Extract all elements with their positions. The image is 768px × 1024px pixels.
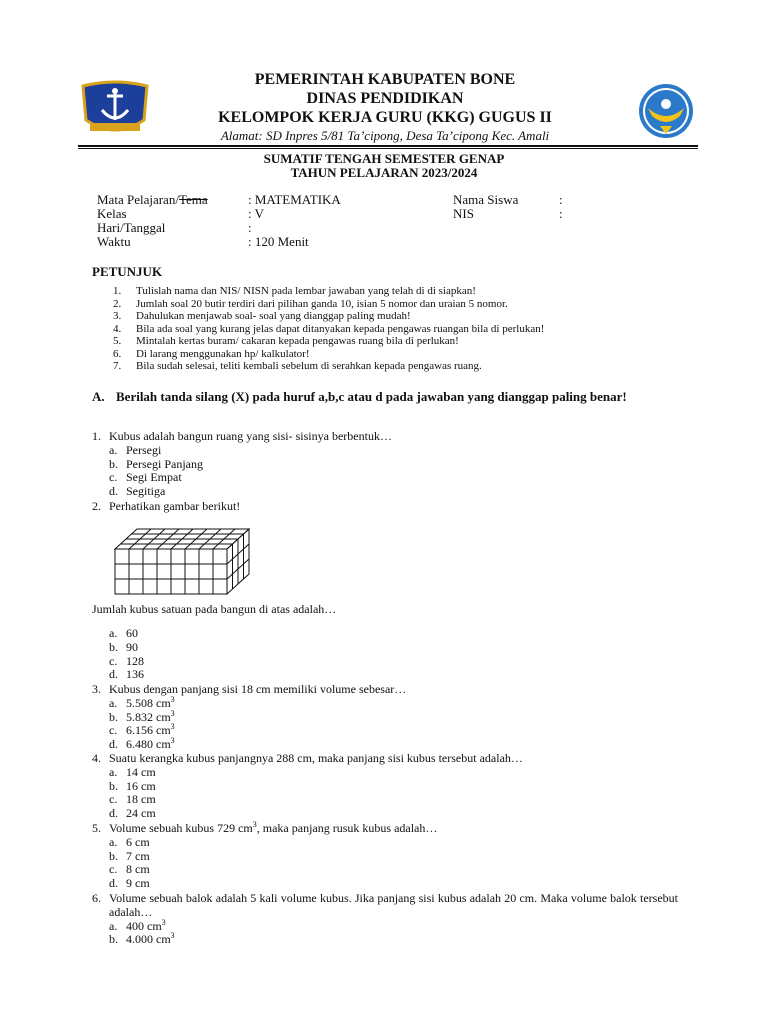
question-3	[92, 683, 678, 752]
nis-label: NIS	[453, 206, 474, 221]
exam-title-line-2: TAHUN PELAJARAN 2023/2024	[290, 165, 478, 180]
list-item: 6. Di larang menggunakan hp/ kalkulator!	[113, 347, 310, 360]
list-item: 5. Mintalah kertas buram/ cakaran kepada pengawas ruang bila di perlukan!	[113, 335, 459, 347]
petunjuk-list	[113, 285, 544, 373]
header-line-2: DINAS PENDIDIKAN	[306, 90, 464, 107]
mapel-label: Mata Pelajaran/	[97, 192, 179, 207]
option-c: c. 18 cm	[109, 792, 156, 807]
option-a: a. 6 cm	[109, 834, 150, 849]
section-a-text: Berilah tanda silang (X) pada huruf a,b,c atau d pada jawaban yang dianggap paling benar!	[116, 389, 627, 404]
option-b: b. 90	[109, 639, 138, 654]
waktu-label: Waktu	[97, 234, 131, 249]
waktu-value: : 120 Menit	[248, 234, 309, 249]
hari-label: Hari/Tanggal	[97, 220, 166, 235]
option-c: c. 6.156 $cm^3$	[109, 722, 175, 738]
header-address: Alamat: SD Inpres 5/81 Ta’cipong, Desa Ta’cipong Kec. Amali	[220, 128, 550, 143]
unit-cubes-figure	[113, 527, 253, 597]
kabupaten-bone-logo	[80, 80, 150, 138]
option-b: b. 4.000 $cm^3$	[109, 931, 175, 947]
exam-title	[0, 152, 768, 180]
nama-siswa-value: :	[559, 192, 563, 207]
nis-value: :	[559, 206, 563, 221]
option-b: b. Persegi Panjang	[109, 456, 203, 471]
question-text: Suatu kerangka kubus panjangnya 288 cm, maka panjang sisi kubus tersebut adalah…	[109, 751, 523, 765]
question-text: Kubus adalah bangun ruang yang sisi- sisinya berbentuk…	[109, 429, 392, 443]
kelas-label: Kelas	[97, 206, 127, 221]
option-a: a. 14 cm	[109, 764, 156, 779]
question-2-options	[92, 627, 678, 682]
student-values	[559, 193, 579, 221]
question-2-followup: Jumlah kubus satuan pada bangun di atas adalah…	[92, 602, 337, 616]
question-number: 6.	[92, 891, 101, 905]
student-labels	[453, 193, 563, 221]
option-c: c. 128	[109, 653, 144, 668]
question-number: 4.	[92, 751, 101, 765]
nama-siswa-label: Nama Siswa	[453, 192, 519, 207]
option-a: a. 400 $cm^3$	[109, 917, 166, 933]
question-text: Perhatikan gambar berikut!	[109, 499, 241, 513]
section-a-letter: A.	[92, 389, 105, 404]
list-item: 1. Tulislah nama dan NIS/ NISN pada lembar jawaban yang telah di di siapkan!	[113, 285, 476, 297]
list-item: 3. Dahulukan menjawab soal- soal yang dianggap paling mudah!	[113, 310, 411, 322]
question-number: 2.	[92, 499, 101, 513]
header-line-3: KELOMPOK KERJA GURU (KKG) GUGUS II	[218, 109, 552, 126]
letterhead	[150, 70, 620, 144]
question-text: Volume sebuah balok adalah 5 kali volume kubus. Jika panjang sisi kubus adalah 20 cm. Maka volume balok tersebut adalah…	[109, 891, 678, 919]
option-d: d. 136	[109, 667, 144, 682]
option-b: b. 5.832 $cm^3$	[109, 708, 175, 724]
section-a-instruction	[92, 389, 678, 404]
option-b: b. 16 cm	[109, 778, 156, 793]
list-item: 2. Jumlah soal 20 butir terdiri dari pilihan ganda 10, isian 5 nomor dan uraian 5 nomor.	[113, 297, 508, 310]
option-d: d. Segitiga	[109, 484, 166, 499]
option-a: a. 5.508 $cm^3$	[109, 694, 175, 710]
question-number: 5.	[92, 821, 101, 835]
kelas-value: : V	[248, 206, 265, 221]
option-d: d. 6.480 $cm^3$	[109, 736, 175, 752]
question-text: Volume sebuah kubus 729 $cm^3$, maka panjang rusuk kubus adalah…	[109, 820, 438, 835]
header-divider-thin	[78, 148, 698, 149]
question-1	[92, 430, 678, 499]
tut-wuri-handayani-logo	[634, 82, 698, 140]
option-c: c. 8 cm	[109, 862, 150, 877]
exam-title-line-1: SUMATIF TENGAH SEMESTER GENAP	[263, 151, 505, 166]
option-a: a. 60	[109, 626, 138, 640]
question-text: Kubus dengan panjang sisi 18 cm memiliki volume sebesar…	[109, 682, 407, 696]
header-divider	[78, 145, 698, 147]
petunjuk-heading: PETUNJUK	[92, 264, 163, 279]
mapel-value: : MATEMATIKA	[248, 192, 341, 207]
question-number: 1.	[92, 429, 101, 443]
question-5	[92, 822, 678, 891]
tema-label-struck: Tema	[178, 192, 208, 207]
option-b: b. 7 cm	[109, 848, 150, 863]
list-item: 7. Bila sudah selesai, teliti kembali sebelum di serahkan kepada pengawas ruang.	[113, 360, 482, 372]
question-2	[92, 500, 678, 514]
identity-values	[248, 193, 448, 249]
question-4	[92, 752, 678, 821]
option-c: c. Segi Empat	[109, 470, 182, 485]
question-number: 3.	[92, 682, 101, 696]
option-d: d. 9 cm	[109, 876, 150, 891]
option-a: a. Persegi	[109, 442, 162, 457]
hari-value: :	[248, 220, 252, 235]
header-line-1: PEMERINTAH KABUPATEN BONE	[254, 71, 516, 88]
option-d: d. 24 cm	[109, 806, 156, 821]
list-item: 4. Bila ada soal yang kurang jelas dapat ditanyakan kepada pengawas ruangan bila di perlukan!	[113, 322, 545, 335]
question-6	[92, 892, 678, 947]
identity-labels	[97, 193, 257, 249]
